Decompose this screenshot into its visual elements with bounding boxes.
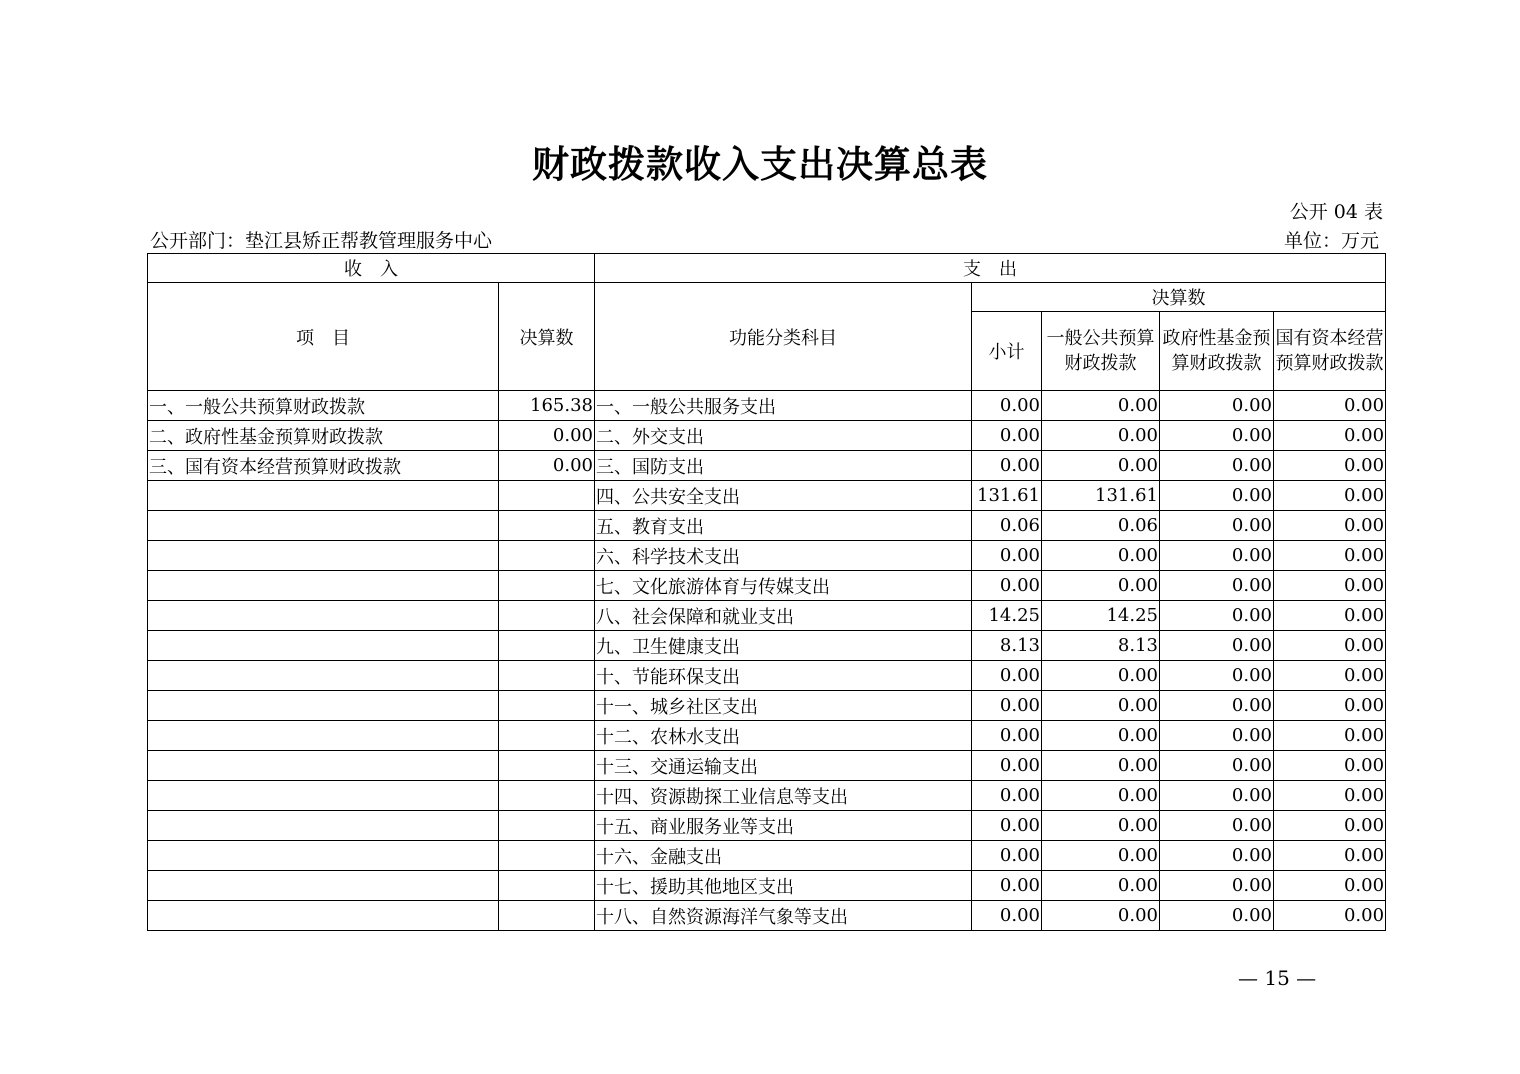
income-header: 收 入 <box>148 254 595 283</box>
subtotal-cell: 0.00 <box>972 901 1042 931</box>
gov-fund-cell: 0.00 <box>1160 571 1274 601</box>
income-amount-cell <box>499 691 595 721</box>
category-cell: 一、一般公共服务支出 <box>595 391 972 421</box>
income-item-cell <box>148 631 499 661</box>
income-item-cell <box>148 481 499 511</box>
table-row <box>148 421 1386 451</box>
income-amount-cell <box>499 901 595 931</box>
gov-fund-cell: 0.00 <box>1160 481 1274 511</box>
table-row <box>148 901 1386 931</box>
table-row <box>148 481 1386 511</box>
gov-fund-cell: 0.00 <box>1160 661 1274 691</box>
gov-fund-cell: 0.00 <box>1160 781 1274 811</box>
expenditure-header: 支 出 <box>595 254 1386 283</box>
gov-fund-cell: 0.00 <box>1160 541 1274 571</box>
income-amount-cell <box>499 781 595 811</box>
gov-fund-cell: 0.00 <box>1160 721 1274 751</box>
table-row <box>148 751 1386 781</box>
category-cell: 五、教育支出 <box>595 511 972 541</box>
income-amount-cell <box>499 811 595 841</box>
subtotal-cell: 0.00 <box>972 691 1042 721</box>
department-label: 公开部门：垫江县矫正帮教管理服务中心 <box>150 230 493 252</box>
income-amount-cell <box>499 631 595 661</box>
category-cell: 十八、自然资源海洋气象等支出 <box>595 901 972 931</box>
subtotal-cell: 0.06 <box>972 511 1042 541</box>
table-row <box>148 451 1386 481</box>
income-item-cell <box>148 781 499 811</box>
table-row <box>148 631 1386 661</box>
gov-fund-cell: 0.00 <box>1160 871 1274 901</box>
table-row <box>148 571 1386 601</box>
state-capital-cell: 0.00 <box>1274 661 1386 691</box>
subtotal-cell: 14.25 <box>972 601 1042 631</box>
income-item-cell <box>148 541 499 571</box>
state-capital-cell: 0.00 <box>1274 481 1386 511</box>
income-amount-header: 决算数 <box>499 283 595 391</box>
table-row <box>148 541 1386 571</box>
table-row <box>148 841 1386 871</box>
state-capital-cell: 0.00 <box>1274 841 1386 871</box>
general-public-cell: 0.00 <box>1042 691 1160 721</box>
gov-fund-cell: 0.00 <box>1160 841 1274 871</box>
income-item-cell <box>148 871 499 901</box>
gov-fund-cell: 0.00 <box>1160 421 1274 451</box>
general-public-cell: 0.06 <box>1042 511 1160 541</box>
income-amount-cell <box>499 511 595 541</box>
income-amount-cell <box>499 481 595 511</box>
income-amount-cell <box>499 721 595 751</box>
income-item-cell <box>148 901 499 931</box>
general-public-cell: 0.00 <box>1042 811 1160 841</box>
category-cell: 七、文化旅游体育与传媒支出 <box>595 571 972 601</box>
state-capital-cell: 0.00 <box>1274 541 1386 571</box>
state-capital-cell: 0.00 <box>1274 391 1386 421</box>
income-amount-cell <box>499 661 595 691</box>
table-body <box>148 391 1386 931</box>
gov-fund-cell: 0.00 <box>1160 391 1274 421</box>
function-category-header: 功能分类科目 <box>595 283 972 391</box>
general-public-header: 一般公共预算财政拨款 <box>1042 312 1160 391</box>
gov-fund-cell: 0.00 <box>1160 511 1274 541</box>
state-capital-cell: 0.00 <box>1274 511 1386 541</box>
subtotal-cell: 0.00 <box>972 721 1042 751</box>
category-cell: 二、外交支出 <box>595 421 972 451</box>
income-item-cell <box>148 571 499 601</box>
state-capital-cell: 0.00 <box>1274 421 1386 451</box>
general-public-cell: 14.25 <box>1042 601 1160 631</box>
general-public-cell: 8.13 <box>1042 631 1160 661</box>
gov-fund-cell: 0.00 <box>1160 601 1274 631</box>
general-public-cell: 0.00 <box>1042 451 1160 481</box>
general-public-cell: 0.00 <box>1042 421 1160 451</box>
income-item-cell <box>148 691 499 721</box>
income-item-cell <box>148 601 499 631</box>
general-public-cell: 0.00 <box>1042 751 1160 781</box>
category-cell: 十三、交通运输支出 <box>595 751 972 781</box>
gov-fund-cell: 0.00 <box>1160 751 1274 781</box>
income-item-cell: 三、国有资本经营预算财政拨款 <box>148 451 499 481</box>
state-capital-cell: 0.00 <box>1274 781 1386 811</box>
income-item-cell <box>148 811 499 841</box>
income-amount-cell <box>499 871 595 901</box>
income-item-cell: 一、一般公共预算财政拨款 <box>148 391 499 421</box>
subtotal-cell: 0.00 <box>972 391 1042 421</box>
state-capital-cell: 0.00 <box>1274 601 1386 631</box>
income-item-cell <box>148 751 499 781</box>
category-cell: 十一、城乡社区支出 <box>595 691 972 721</box>
state-capital-header: 国有资本经营预算财政拨款 <box>1274 312 1386 391</box>
income-amount-cell <box>499 541 595 571</box>
state-capital-cell: 0.00 <box>1274 871 1386 901</box>
subtotal-cell: 0.00 <box>972 871 1042 901</box>
unit-label: 单位：万元 <box>1283 230 1379 252</box>
category-cell: 十四、资源勘探工业信息等支出 <box>595 781 972 811</box>
general-public-cell: 0.00 <box>1042 661 1160 691</box>
general-public-cell: 0.00 <box>1042 841 1160 871</box>
category-cell: 八、社会保障和就业支出 <box>595 601 972 631</box>
subtotal-cell: 0.00 <box>972 571 1042 601</box>
table-row <box>148 391 1386 421</box>
table-row <box>148 871 1386 901</box>
state-capital-cell: 0.00 <box>1274 451 1386 481</box>
table-row <box>148 781 1386 811</box>
subtotal-cell: 0.00 <box>972 421 1042 451</box>
document-title: 财政拨款收入支出决算总表 <box>532 142 988 186</box>
item-header: 项 目 <box>148 283 499 391</box>
general-public-cell: 0.00 <box>1042 541 1160 571</box>
general-public-cell: 0.00 <box>1042 871 1160 901</box>
state-capital-cell: 0.00 <box>1274 751 1386 781</box>
table-row <box>148 601 1386 631</box>
income-amount-cell: 165.38 <box>499 391 595 421</box>
general-public-cell: 131.61 <box>1042 481 1160 511</box>
category-cell: 十七、援助其他地区支出 <box>595 871 972 901</box>
gov-fund-cell: 0.00 <box>1160 631 1274 661</box>
subtotal-cell: 8.13 <box>972 631 1042 661</box>
subtotal-cell: 0.00 <box>972 451 1042 481</box>
category-cell: 十、节能环保支出 <box>595 661 972 691</box>
income-amount-cell: 0.00 <box>499 421 595 451</box>
gov-fund-cell: 0.00 <box>1160 811 1274 841</box>
gov-fund-cell: 0.00 <box>1160 451 1274 481</box>
income-amount-cell <box>499 601 595 631</box>
income-amount-cell: 0.00 <box>499 451 595 481</box>
state-capital-cell: 0.00 <box>1274 901 1386 931</box>
category-cell: 十二、农林水支出 <box>595 721 972 751</box>
budget-table <box>147 253 1386 931</box>
category-cell: 十六、金融支出 <box>595 841 972 871</box>
state-capital-cell: 0.00 <box>1274 631 1386 661</box>
subtotal-cell: 131.61 <box>972 481 1042 511</box>
income-amount-cell <box>499 751 595 781</box>
subtotal-cell: 0.00 <box>972 751 1042 781</box>
general-public-cell: 0.00 <box>1042 571 1160 601</box>
gov-fund-cell: 0.00 <box>1160 901 1274 931</box>
table-row <box>148 511 1386 541</box>
state-capital-cell: 0.00 <box>1274 721 1386 751</box>
subtotal-cell: 0.00 <box>972 661 1042 691</box>
gov-fund-header: 政府性基金预算财政拨款 <box>1160 312 1274 391</box>
category-cell: 十五、商业服务业等支出 <box>595 811 972 841</box>
general-public-cell: 0.00 <box>1042 391 1160 421</box>
income-item-cell <box>148 841 499 871</box>
income-amount-cell <box>499 571 595 601</box>
subtotal-cell: 0.00 <box>972 811 1042 841</box>
form-number: 公开 04 表 <box>1289 201 1383 223</box>
subtotal-cell: 0.00 <box>972 541 1042 571</box>
income-item-cell <box>148 511 499 541</box>
income-item-cell: 二、政府性基金预算财政拨款 <box>148 421 499 451</box>
table-row <box>148 691 1386 721</box>
general-public-cell: 0.00 <box>1042 781 1160 811</box>
gov-fund-cell: 0.00 <box>1160 691 1274 721</box>
final-amount-header: 决算数 <box>972 283 1386 312</box>
state-capital-cell: 0.00 <box>1274 571 1386 601</box>
category-cell: 四、公共安全支出 <box>595 481 972 511</box>
table-row <box>148 811 1386 841</box>
general-public-cell: 0.00 <box>1042 721 1160 751</box>
income-item-cell <box>148 661 499 691</box>
subtotal-cell: 0.00 <box>972 781 1042 811</box>
subtotal-header: 小计 <box>972 312 1042 391</box>
subtotal-cell: 0.00 <box>972 841 1042 871</box>
page-number: — 15 — <box>1238 966 1317 990</box>
state-capital-cell: 0.00 <box>1274 691 1386 721</box>
table-row <box>148 661 1386 691</box>
category-cell: 六、科学技术支出 <box>595 541 972 571</box>
income-item-cell <box>148 721 499 751</box>
category-cell: 三、国防支出 <box>595 451 972 481</box>
state-capital-cell: 0.00 <box>1274 811 1386 841</box>
general-public-cell: 0.00 <box>1042 901 1160 931</box>
category-cell: 九、卫生健康支出 <box>595 631 972 661</box>
income-amount-cell <box>499 841 595 871</box>
table-row <box>148 721 1386 751</box>
